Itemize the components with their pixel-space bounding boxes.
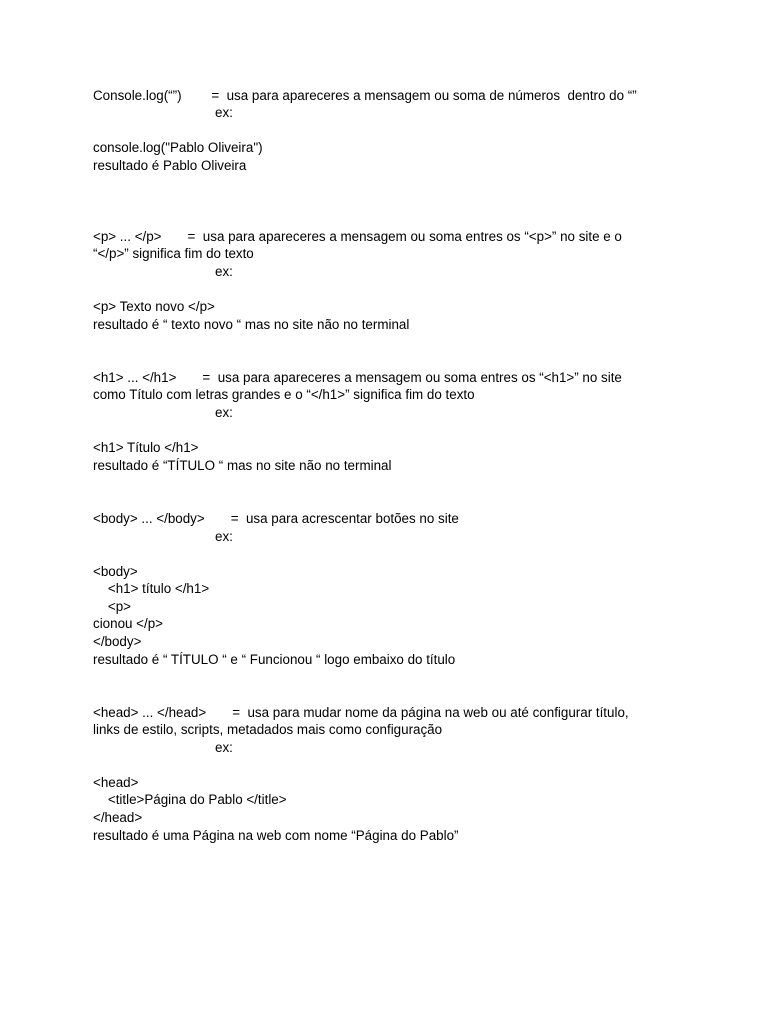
section-body-tag-heading: <body> ... </body> = usa para acrescentar botões no site: [93, 511, 459, 526]
result-text: resultado é uma Página na web com nome “Página do Pablo”: [93, 828, 459, 843]
result-text: resultado é “TÍTULO “ mas no site não no terminal: [93, 458, 392, 473]
code-line: </body>: [93, 634, 142, 649]
result-text: resultado é “ TÍTULO “ e “ Funcionou “ logo embaixo do título: [93, 652, 456, 667]
result-text: resultado é “ texto novo “ mas no site não no terminal: [93, 317, 410, 332]
section-console-log-heading: Console.log(“”) = usa para apareceres a mensagem ou soma de números dentro do “”: [93, 88, 637, 103]
code-line: <h1> título </h1>: [93, 581, 210, 596]
code-line: <h1> Título </h1>: [93, 440, 199, 455]
section-h1-tag-heading: <h1> ... </h1> = usa para apareceres a mensagem ou soma entres os “<h1>” no site: [93, 370, 622, 385]
example-label: ex:: [215, 529, 233, 544]
code-line: <head>: [93, 775, 139, 790]
result-text: resultado é Pablo Oliveira: [93, 158, 247, 173]
code-line: <p>: [93, 599, 131, 614]
code-line: <body>: [93, 564, 138, 579]
section-head-tag-heading-cont: links de estilo, scripts, metadados mais como configuração: [93, 722, 443, 737]
code-line: cionou </p>: [93, 616, 163, 631]
section-h1-tag-heading-cont: como Título com letras grandes e o “</h1>” significa fim do texto: [93, 387, 475, 402]
code-line: <p> Texto novo </p>: [93, 299, 215, 314]
code-line: console.log("Pablo Oliveira"): [93, 140, 263, 155]
example-label: ex:: [215, 105, 233, 120]
example-label: ex:: [215, 405, 233, 420]
example-label: ex:: [215, 740, 233, 755]
section-p-tag-heading-cont: “</p>” significa fim do texto: [93, 246, 254, 261]
code-line: </head>: [93, 810, 143, 825]
example-label: ex:: [215, 264, 233, 279]
code-line: <title>Página do Pablo </title>: [93, 792, 287, 807]
section-head-tag-heading: <head> ... </head> = usa para mudar nome da página na web ou até configurar título,: [93, 705, 629, 720]
section-p-tag-heading: <p> ... </p> = usa para apareceres a mensagem ou soma entres os “<p>” no site e o: [93, 229, 622, 244]
